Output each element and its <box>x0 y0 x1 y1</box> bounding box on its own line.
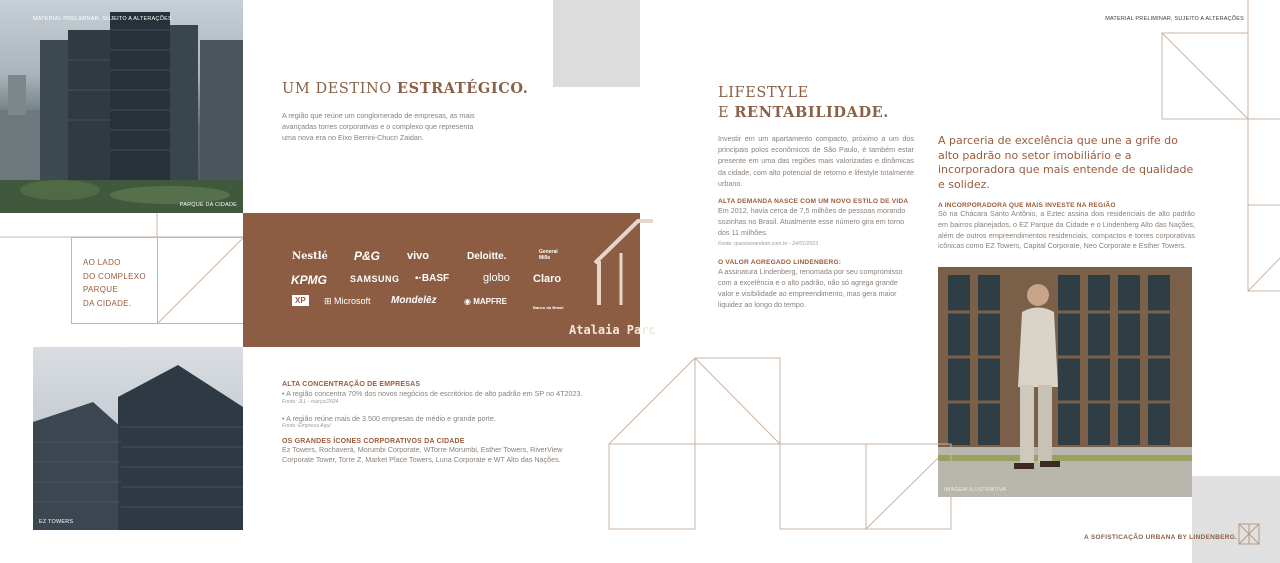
photo-ez-towers <box>33 347 243 530</box>
page-title-left <box>282 80 528 97</box>
logo-xp: XP <box>292 295 309 306</box>
partner-headline: A parceria de excelência que une a grife do alto padrão no setor imobiliário e a incorporadora que mais entende de qualidade e solidez. <box>938 134 1194 191</box>
concentration-section <box>282 381 587 464</box>
house-outline-icon <box>593 213 653 323</box>
decor-gray-block <box>553 0 640 87</box>
decor-triangles-bottom <box>605 355 955 535</box>
concentration-item-2: • A região reúne mais de 3.500 empresas de médio e grande porte. <box>282 413 496 423</box>
logo-banco-do-brasil: Banco do Brasil <box>533 305 564 310</box>
notice-text-left: MATERIAL PRELIMINAR, SUJEITO A ALTERAÇÕES <box>33 16 172 22</box>
notice-text-right: MATERIAL PRELIMINAR, SUJEITO A ALTERAÇÕES <box>1105 16 1244 22</box>
page-title-right <box>718 84 889 123</box>
side-label-line: DA CIDADE. <box>83 298 132 308</box>
logo-nestle: Nestlé <box>292 251 328 262</box>
icons-text: Ez Towers, Rochaverá, Morumbi Corporate, WTorre Morumbi, Esther Towers, RiverView Corporate Tower, Torre Z, Market Place Towers, Luna Corporate e WT Alto das Nações. <box>282 445 563 464</box>
atalaia-sign: Atalaia Parc <box>569 323 656 337</box>
lifestyle-column <box>718 133 914 310</box>
logo-claro: Claro <box>533 273 562 285</box>
demand-text: Em 2012, havia cerca de 7,5 milhões de pessoas morando sozinhas no Brasil. Atualmente esse número gira em torno dos 11 milhões. <box>718 206 906 238</box>
ez-towers-illustration <box>33 347 243 530</box>
businessman-illustration <box>938 267 1192 497</box>
side-label <box>83 256 146 310</box>
demand-title: ALTA DEMANDA NASCE COM UM NOVO ESTILO DE VIDA <box>718 198 909 206</box>
title-light: UM DESTINO <box>282 81 392 97</box>
lindenberg-logo-icon <box>1238 523 1260 545</box>
intro-text-left: A região que reúne um conglomerado de empresas, as mais avançadas torres corporativas e o complexo que representa uma nova era no Eixo Berrini-Chucri Zaidan. <box>282 111 475 143</box>
photo-businessman <box>938 267 1192 497</box>
side-label-line: PARQUE <box>83 285 118 294</box>
company-logos-band <box>243 213 656 347</box>
side-label-line: AO LADO <box>83 258 121 267</box>
logo-deloitte: Deloitte. <box>467 251 507 262</box>
logo-microsoft: ⊞ Microsoft <box>324 296 371 306</box>
footer-tagline: A SOFISTICAÇÃO URBANA BY LINDENBERG. <box>1084 534 1238 541</box>
photo-caption: PARQUE DA CIDADE <box>179 202 237 208</box>
concentration-title: ALTA CONCENTRAÇÃO DE EMPRESAS <box>282 381 421 388</box>
logo-globo: globo <box>483 272 510 284</box>
photo-caption: IMAGEM ILUSTRATIVA <box>944 487 1007 493</box>
logo-mapfre: ◉ MAPFRE <box>464 297 507 306</box>
incorp-text: Só na Chácara Santo Antônio, a Eztec assina dois residenciais de alto padrão em bairros planejados, o EZ Parque da Cidade e o Lindenberg Alto das Nações, além de outros empreendimentos residenciais, compactos e torres corporativas icônicas como EZ Towers, Capital Corporate, Neo Corporate e Esther Towers. <box>938 209 1195 251</box>
side-label-line: DO COMPLEXO <box>83 271 146 281</box>
incorp-title: A INCORPORADORA QUE MAIS INVESTE NA REGIÃO <box>938 202 1116 209</box>
intro-text-right: Investir em um apartamento compacto, próximo a um dos principais polos econômicos de São Paulo, é também estar presente em uma das regiões mais valorizadas e dinâmicas da cidade, com alto potencial de retorno e lifestyle totalmente urbano. <box>718 134 914 188</box>
value-title: O VALOR AGREGADO LINDENBERG: <box>718 258 842 266</box>
title-bold: ESTRATÉGICO. <box>397 80 529 97</box>
logo-general-mills: General Mills <box>539 249 558 261</box>
source-text: Fonte: Empresa Aqui <box>282 423 331 429</box>
source-text: Fonte: JLL - março/2024 <box>282 398 339 405</box>
title-light-1: LIFESTYLE <box>718 85 809 101</box>
logo-pg: P&G <box>354 249 381 263</box>
photo-caption: EZ TOWERS <box>39 519 74 525</box>
title-line-2: E RENTABILIDADE. <box>718 104 889 121</box>
logo-vivo: vivo <box>407 250 430 262</box>
value-text: A assinatura Lindenberg, renomada por seu compromisso com a excelência e o alto padrão, não só agrega grande valor e visibilidade ao empreendimento, mas gera maior liquidez ao longo do tempo. <box>718 266 903 310</box>
logo-samsung: SAMSUNG <box>350 274 400 284</box>
concentration-item-1: • A região concentra 70% dos novos negócios de escritórios de alto padrão em SP no 4T2023. <box>282 389 583 398</box>
logo-mondelez: Mondelēz <box>391 295 437 306</box>
logo-kpmg: KPMG <box>291 273 327 287</box>
logo-basf: ▪·BASF <box>415 273 450 284</box>
icons-title: OS GRANDES ÍCONES CORPORATIVOS DA CIDADE <box>282 438 465 445</box>
source-text: Fonte: questaorandom.com.br - 24/01/2023 <box>718 240 819 247</box>
decor-gray-block <box>1192 476 1280 563</box>
partnership-column <box>938 134 1195 252</box>
